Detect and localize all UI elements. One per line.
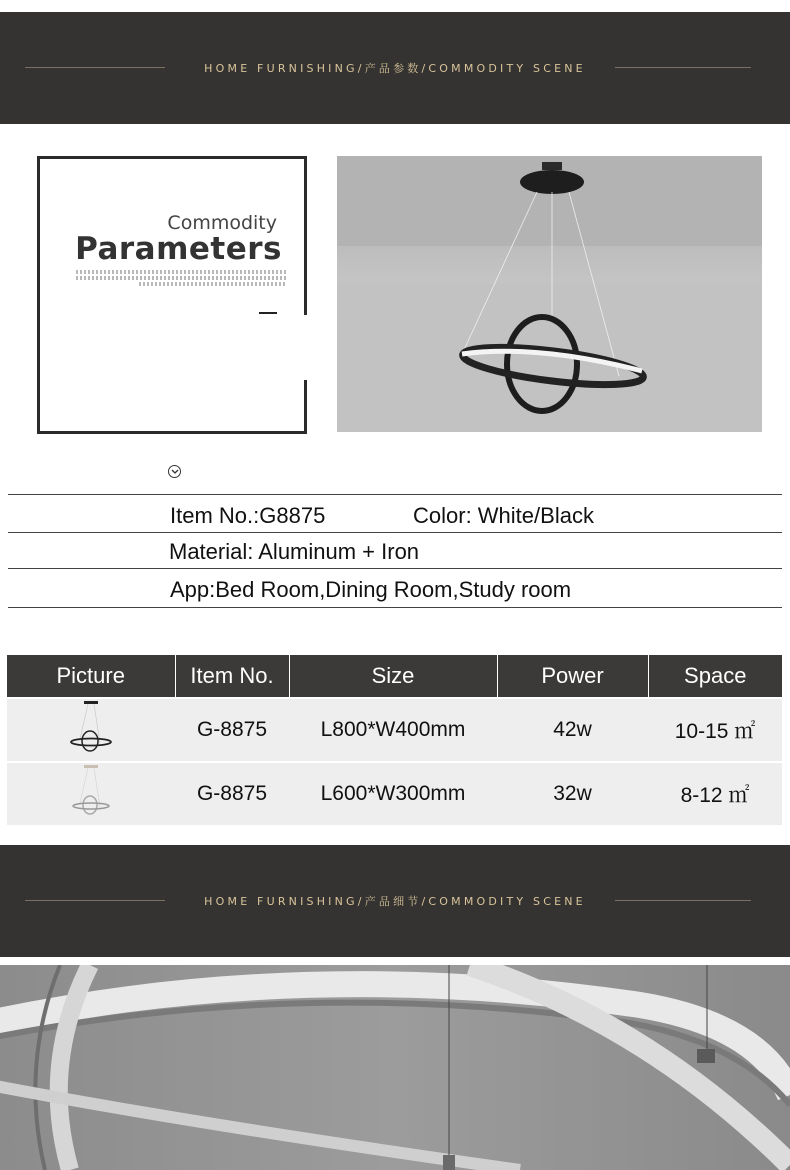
- row-thumbnail: [7, 762, 175, 825]
- card-dash: [259, 312, 277, 314]
- spec-divider: [8, 494, 782, 495]
- row-size: L600*W300mm: [289, 762, 497, 825]
- spec-item-no: Item No.:G8875: [170, 503, 326, 528]
- header-power: Power: [497, 655, 648, 698]
- chevron-down-circle-icon: [168, 465, 181, 478]
- header-picture: Picture: [7, 655, 175, 698]
- row-space: 8-12 ㎡: [648, 762, 782, 825]
- row-power: 42w: [497, 698, 648, 762]
- spec-divider: [8, 568, 782, 569]
- card-fine-print: [76, 270, 286, 286]
- parameters-card: [37, 156, 307, 434]
- card-big-title: Parameters: [75, 231, 282, 267]
- header-size: Size: [289, 655, 497, 698]
- pendant-lamp-image: [337, 156, 762, 432]
- table-header-row: [7, 655, 782, 698]
- header-space: Space: [648, 655, 782, 698]
- card-small-title: Commodity: [167, 212, 277, 234]
- bottom-banner: [0, 845, 790, 957]
- row-thumbnail: [7, 698, 175, 762]
- spec-app: App:Bed Room,Dining Room,Study room: [170, 577, 572, 602]
- lamp-thumbnail-dark: [66, 699, 116, 755]
- banner-title: HOME FURNISHING/产品细节/COMMODITY SCENE: [0, 893, 790, 909]
- row-item-no: G-8875: [175, 762, 289, 825]
- table-row: [7, 762, 782, 825]
- product-photo: [337, 156, 762, 432]
- row-size: L800*W400mm: [289, 698, 497, 762]
- lamp-detail-image: [0, 965, 790, 1170]
- row-item-no: G-8875: [175, 698, 289, 762]
- lamp-thumbnail-light: [66, 763, 116, 819]
- spec-material: Material: Aluminum + Iron: [169, 539, 420, 564]
- spec-divider: [8, 532, 782, 533]
- size-table: [7, 655, 782, 825]
- card-border-gap: [301, 315, 307, 380]
- header-item-no: Item No.: [175, 655, 289, 698]
- row-power: 32w: [497, 762, 648, 825]
- banner-title: HOME FURNISHING/产品参数/COMMODITY SCENE: [0, 60, 790, 76]
- spec-color: Color: White/Black: [413, 503, 594, 528]
- table-row: [7, 698, 782, 762]
- spec-divider: [8, 607, 782, 608]
- detail-photo: [0, 965, 790, 1170]
- top-banner: [0, 12, 790, 124]
- row-space: 10-15 ㎡: [648, 698, 782, 762]
